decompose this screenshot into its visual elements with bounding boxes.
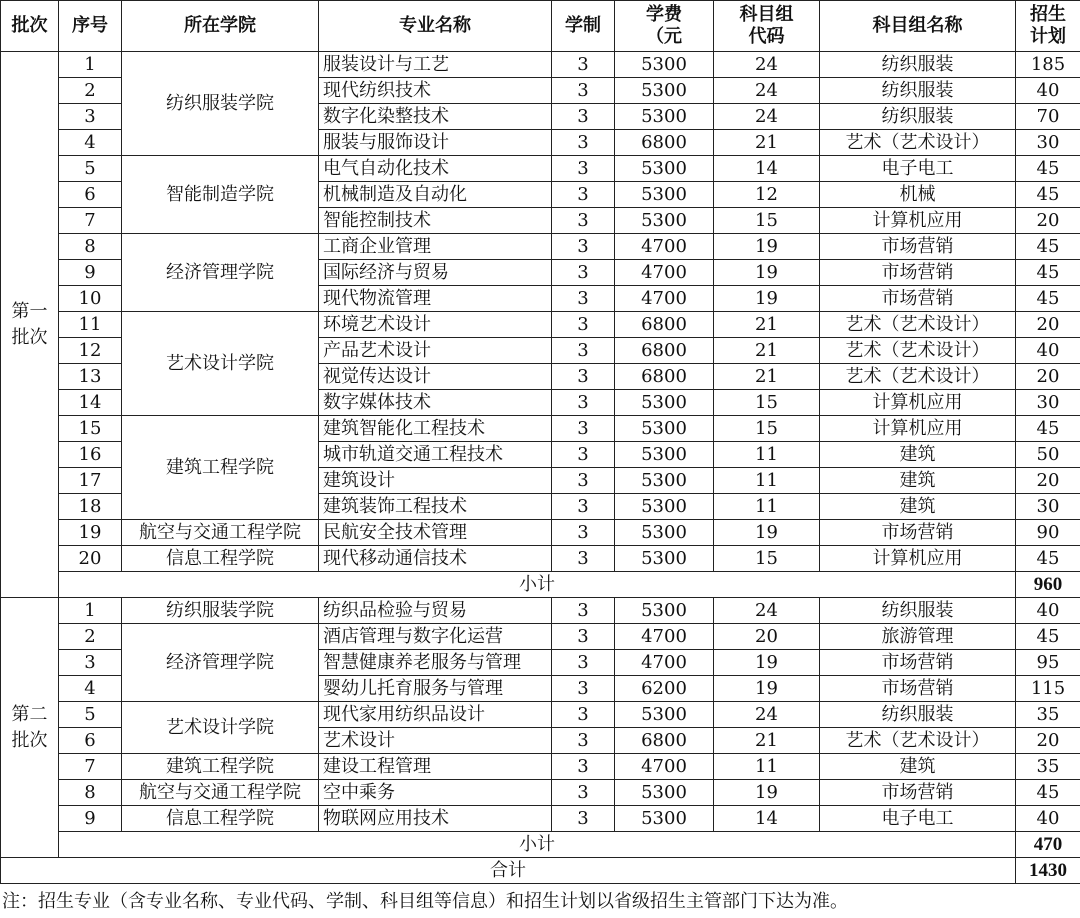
college-cell: 信息工程学院 — [122, 546, 319, 572]
group-name-cell: 机械 — [820, 182, 1016, 208]
fee-cell: 4700 — [615, 650, 714, 676]
plan-cell: 35 — [1016, 754, 1080, 780]
plan-cell: 45 — [1016, 416, 1080, 442]
group-code-cell: 24 — [714, 598, 820, 624]
plan-cell: 45 — [1016, 260, 1080, 286]
major-cell: 现代纺织技术 — [319, 78, 552, 104]
table-row — [1, 234, 1080, 260]
plan-cell: 20 — [1016, 364, 1080, 390]
footnote: 注：招生专业（含专业名称、专业代码、学制、科目组等信息）和招生计划以省级招生主管部门下达为准。 — [2, 891, 848, 912]
plan-cell: 90 — [1016, 520, 1080, 546]
college-cell: 航空与交通工程学院 — [122, 520, 319, 546]
group-name-cell: 市场营销 — [820, 650, 1016, 676]
plan-cell: 45 — [1016, 286, 1080, 312]
college-cell: 艺术设计学院 — [122, 702, 319, 754]
fee-cell: 6800 — [615, 728, 714, 754]
fee-cell: 6200 — [615, 676, 714, 702]
serial-cell: 7 — [59, 208, 122, 234]
group-code-cell: 19 — [714, 520, 820, 546]
group-name-cell: 艺术（艺术设计） — [820, 728, 1016, 754]
years-cell: 3 — [552, 598, 615, 624]
serial-cell: 1 — [59, 52, 122, 78]
group-code-cell: 19 — [714, 260, 820, 286]
major-cell: 智能控制技术 — [319, 208, 552, 234]
fee-cell: 5300 — [615, 104, 714, 130]
major-cell: 工商企业管理 — [319, 234, 552, 260]
group-name-cell: 艺术（艺术设计） — [820, 364, 1016, 390]
major-cell: 艺术设计 — [319, 728, 552, 754]
college-cell: 建筑工程学院 — [122, 754, 319, 780]
serial-cell: 9 — [59, 260, 122, 286]
years-cell: 3 — [552, 234, 615, 260]
total-row — [1, 858, 1080, 884]
batch-label: 第一批次 — [1, 52, 59, 598]
years-cell: 3 — [552, 754, 615, 780]
college-cell: 智能制造学院 — [122, 156, 319, 234]
major-cell: 现代家用纺织品设计 — [319, 702, 552, 728]
header-group-code: 科目组代码 — [714, 1, 820, 52]
years-cell: 3 — [552, 260, 615, 286]
major-cell: 视觉传达设计 — [319, 364, 552, 390]
fee-cell: 5300 — [615, 208, 714, 234]
serial-cell: 11 — [59, 312, 122, 338]
group-name-cell: 纺织服装 — [820, 598, 1016, 624]
group-code-cell: 12 — [714, 182, 820, 208]
header-batch: 批次 — [1, 1, 59, 52]
major-cell: 国际经济与贸易 — [319, 260, 552, 286]
plan-cell: 45 — [1016, 624, 1080, 650]
group-code-cell: 19 — [714, 676, 820, 702]
group-code-cell: 24 — [714, 78, 820, 104]
major-cell: 数字化染整技术 — [319, 104, 552, 130]
plan-cell: 45 — [1016, 780, 1080, 806]
years-cell: 3 — [552, 650, 615, 676]
plan-cell: 50 — [1016, 442, 1080, 468]
serial-cell: 2 — [59, 624, 122, 650]
group-name-cell: 艺术（艺术设计） — [820, 338, 1016, 364]
years-cell: 3 — [552, 806, 615, 832]
serial-cell: 12 — [59, 338, 122, 364]
group-code-cell: 21 — [714, 364, 820, 390]
college-cell: 信息工程学院 — [122, 806, 319, 832]
major-cell: 智慧健康养老服务与管理 — [319, 650, 552, 676]
total-value: 1430 — [1016, 858, 1080, 884]
plan-cell: 35 — [1016, 702, 1080, 728]
group-name-cell: 建筑 — [820, 754, 1016, 780]
years-cell: 3 — [552, 338, 615, 364]
major-cell: 城市轨道交通工程技术 — [319, 442, 552, 468]
major-cell: 环境艺术设计 — [319, 312, 552, 338]
plan-cell: 45 — [1016, 234, 1080, 260]
serial-cell: 5 — [59, 156, 122, 182]
college-cell: 纺织服装学院 — [122, 52, 319, 156]
group-name-cell: 电子电工 — [820, 156, 1016, 182]
group-name-cell: 计算机应用 — [820, 416, 1016, 442]
group-name-cell: 计算机应用 — [820, 208, 1016, 234]
major-cell: 数字媒体技术 — [319, 390, 552, 416]
group-name-cell: 建筑 — [820, 468, 1016, 494]
group-code-cell: 19 — [714, 650, 820, 676]
group-code-cell: 21 — [714, 338, 820, 364]
group-code-cell: 24 — [714, 104, 820, 130]
fee-cell: 4700 — [615, 624, 714, 650]
header-row — [1, 1, 1080, 52]
fee-cell: 5300 — [615, 52, 714, 78]
subtotal-label: 小计 — [59, 572, 1016, 598]
serial-cell: 3 — [59, 650, 122, 676]
batch-label: 第二批次 — [1, 598, 59, 858]
major-cell: 建筑装饰工程技术 — [319, 494, 552, 520]
plan-cell: 70 — [1016, 104, 1080, 130]
group-name-cell: 计算机应用 — [820, 546, 1016, 572]
major-cell: 婴幼儿托育服务与管理 — [319, 676, 552, 702]
fee-cell: 5300 — [615, 156, 714, 182]
years-cell: 3 — [552, 780, 615, 806]
total-label: 合计 — [1, 858, 1016, 884]
table-row — [1, 598, 1080, 624]
subtotal-row — [1, 832, 1080, 858]
serial-cell: 8 — [59, 234, 122, 260]
fee-cell: 5300 — [615, 416, 714, 442]
years-cell: 3 — [552, 676, 615, 702]
table-row — [1, 780, 1080, 806]
header-college: 所在学院 — [122, 1, 319, 52]
fee-cell: 5300 — [615, 702, 714, 728]
group-code-cell: 21 — [714, 312, 820, 338]
group-name-cell: 纺织服装 — [820, 78, 1016, 104]
years-cell: 3 — [552, 468, 615, 494]
plan-cell: 95 — [1016, 650, 1080, 676]
major-cell: 服装与服饰设计 — [319, 130, 552, 156]
group-name-cell: 艺术（艺术设计） — [820, 312, 1016, 338]
major-cell: 机械制造及自动化 — [319, 182, 552, 208]
plan-cell: 40 — [1016, 338, 1080, 364]
group-code-cell: 15 — [714, 546, 820, 572]
group-name-cell: 纺织服装 — [820, 702, 1016, 728]
plan-cell: 30 — [1016, 130, 1080, 156]
major-cell: 物联网应用技术 — [319, 806, 552, 832]
years-cell: 3 — [552, 286, 615, 312]
major-cell: 现代物流管理 — [319, 286, 552, 312]
group-name-cell: 市场营销 — [820, 260, 1016, 286]
major-cell: 电气自动化技术 — [319, 156, 552, 182]
group-name-cell: 电子电工 — [820, 806, 1016, 832]
major-cell: 民航安全技术管理 — [319, 520, 552, 546]
major-cell: 服装设计与工艺 — [319, 52, 552, 78]
fee-cell: 5300 — [615, 78, 714, 104]
plan-cell: 40 — [1016, 78, 1080, 104]
fee-cell: 6800 — [615, 364, 714, 390]
years-cell: 3 — [552, 312, 615, 338]
serial-cell: 14 — [59, 390, 122, 416]
table-row — [1, 702, 1080, 728]
serial-cell: 10 — [59, 286, 122, 312]
serial-cell: 16 — [59, 442, 122, 468]
plan-cell: 20 — [1016, 312, 1080, 338]
table-row — [1, 806, 1080, 832]
table-row — [1, 624, 1080, 650]
fee-cell: 5300 — [615, 780, 714, 806]
fee-cell: 4700 — [615, 754, 714, 780]
serial-cell: 20 — [59, 546, 122, 572]
plan-cell: 40 — [1016, 806, 1080, 832]
group-code-cell: 15 — [714, 390, 820, 416]
years-cell: 3 — [552, 78, 615, 104]
group-name-cell: 建筑 — [820, 442, 1016, 468]
header-plan: 招生计划 — [1016, 1, 1080, 52]
group-code-cell: 15 — [714, 416, 820, 442]
group-name-cell: 市场营销 — [820, 520, 1016, 546]
group-code-cell: 19 — [714, 234, 820, 260]
group-name-cell: 纺织服装 — [820, 52, 1016, 78]
years-cell: 3 — [552, 130, 615, 156]
years-cell: 3 — [552, 364, 615, 390]
fee-cell: 5300 — [615, 390, 714, 416]
fee-cell: 6800 — [615, 338, 714, 364]
group-code-cell: 24 — [714, 52, 820, 78]
subtotal-label: 小计 — [59, 832, 1016, 858]
plan-cell: 30 — [1016, 494, 1080, 520]
group-code-cell: 21 — [714, 728, 820, 754]
group-name-cell: 市场营销 — [820, 676, 1016, 702]
major-cell: 建筑智能化工程技术 — [319, 416, 552, 442]
group-code-cell: 14 — [714, 156, 820, 182]
years-cell: 3 — [552, 208, 615, 234]
group-code-cell: 11 — [714, 494, 820, 520]
fee-cell: 5300 — [615, 520, 714, 546]
serial-cell: 6 — [59, 728, 122, 754]
plan-cell: 45 — [1016, 156, 1080, 182]
college-cell: 建筑工程学院 — [122, 416, 319, 520]
serial-cell: 2 — [59, 78, 122, 104]
table-row — [1, 312, 1080, 338]
years-cell: 3 — [552, 546, 615, 572]
college-cell: 纺织服装学院 — [122, 598, 319, 624]
major-cell: 建筑设计 — [319, 468, 552, 494]
serial-cell: 1 — [59, 598, 122, 624]
plan-cell: 40 — [1016, 598, 1080, 624]
serial-cell: 15 — [59, 416, 122, 442]
fee-cell: 6800 — [615, 312, 714, 338]
fee-cell: 4700 — [615, 286, 714, 312]
years-cell: 3 — [552, 390, 615, 416]
serial-cell: 13 — [59, 364, 122, 390]
years-cell: 3 — [552, 624, 615, 650]
header-fee: 学费（元 — [615, 1, 714, 52]
plan-cell: 30 — [1016, 390, 1080, 416]
fee-cell: 6800 — [615, 130, 714, 156]
serial-cell: 19 — [59, 520, 122, 546]
group-name-cell: 旅游管理 — [820, 624, 1016, 650]
plan-cell: 115 — [1016, 676, 1080, 702]
fee-cell: 5300 — [615, 182, 714, 208]
fee-cell: 5300 — [615, 494, 714, 520]
serial-cell: 9 — [59, 806, 122, 832]
table-row — [1, 754, 1080, 780]
years-cell: 3 — [552, 416, 615, 442]
major-cell: 纺织品检验与贸易 — [319, 598, 552, 624]
plan-cell: 185 — [1016, 52, 1080, 78]
serial-cell: 6 — [59, 182, 122, 208]
serial-cell: 4 — [59, 676, 122, 702]
years-cell: 3 — [552, 52, 615, 78]
group-name-cell: 市场营销 — [820, 234, 1016, 260]
table-row — [1, 546, 1080, 572]
fee-cell: 5300 — [615, 806, 714, 832]
group-name-cell: 艺术（艺术设计） — [820, 130, 1016, 156]
fee-cell: 5300 — [615, 468, 714, 494]
group-code-cell: 19 — [714, 780, 820, 806]
years-cell: 3 — [552, 702, 615, 728]
group-code-cell: 19 — [714, 286, 820, 312]
table-row — [1, 156, 1080, 182]
serial-cell: 18 — [59, 494, 122, 520]
header-serial: 序号 — [59, 1, 122, 52]
subtotal-value: 470 — [1016, 832, 1080, 858]
fee-cell: 4700 — [615, 234, 714, 260]
plan-cell: 45 — [1016, 182, 1080, 208]
header-years: 学制 — [552, 1, 615, 52]
subtotal-value: 960 — [1016, 572, 1080, 598]
plan-cell: 20 — [1016, 208, 1080, 234]
group-code-cell: 20 — [714, 624, 820, 650]
subtotal-row — [1, 572, 1080, 598]
years-cell: 3 — [552, 494, 615, 520]
plan-cell: 20 — [1016, 468, 1080, 494]
group-code-cell: 11 — [714, 754, 820, 780]
serial-cell: 17 — [59, 468, 122, 494]
group-code-cell: 15 — [714, 208, 820, 234]
table-body — [1, 52, 1080, 884]
serial-cell: 8 — [59, 780, 122, 806]
years-cell: 3 — [552, 728, 615, 754]
group-code-cell: 21 — [714, 130, 820, 156]
major-cell: 酒店管理与数字化运营 — [319, 624, 552, 650]
group-name-cell: 市场营销 — [820, 780, 1016, 806]
major-cell: 产品艺术设计 — [319, 338, 552, 364]
years-cell: 3 — [552, 104, 615, 130]
fee-cell: 4700 — [615, 260, 714, 286]
major-cell: 空中乘务 — [319, 780, 552, 806]
years-cell: 3 — [552, 520, 615, 546]
group-code-cell: 11 — [714, 442, 820, 468]
header-major: 专业名称 — [319, 1, 552, 52]
group-name-cell: 市场营销 — [820, 286, 1016, 312]
years-cell: 3 — [552, 182, 615, 208]
plan-cell: 45 — [1016, 546, 1080, 572]
fee-cell: 5300 — [615, 598, 714, 624]
fee-cell: 5300 — [615, 546, 714, 572]
table-row — [1, 416, 1080, 442]
plan-cell: 20 — [1016, 728, 1080, 754]
fee-cell: 5300 — [615, 442, 714, 468]
header-group-name: 科目组名称 — [820, 1, 1016, 52]
years-cell: 3 — [552, 156, 615, 182]
serial-cell: 4 — [59, 130, 122, 156]
major-cell: 建设工程管理 — [319, 754, 552, 780]
group-code-cell: 14 — [714, 806, 820, 832]
serial-cell: 5 — [59, 702, 122, 728]
serial-cell: 7 — [59, 754, 122, 780]
group-name-cell: 建筑 — [820, 494, 1016, 520]
group-name-cell: 纺织服装 — [820, 104, 1016, 130]
group-name-cell: 计算机应用 — [820, 390, 1016, 416]
major-cell: 现代移动通信技术 — [319, 546, 552, 572]
group-code-cell: 11 — [714, 468, 820, 494]
college-cell: 航空与交通工程学院 — [122, 780, 319, 806]
college-cell: 经济管理学院 — [122, 234, 319, 312]
years-cell: 3 — [552, 442, 615, 468]
serial-cell: 3 — [59, 104, 122, 130]
table-row — [1, 520, 1080, 546]
table-row — [1, 52, 1080, 78]
college-cell: 经济管理学院 — [122, 624, 319, 702]
college-cell: 艺术设计学院 — [122, 312, 319, 416]
group-code-cell: 24 — [714, 702, 820, 728]
